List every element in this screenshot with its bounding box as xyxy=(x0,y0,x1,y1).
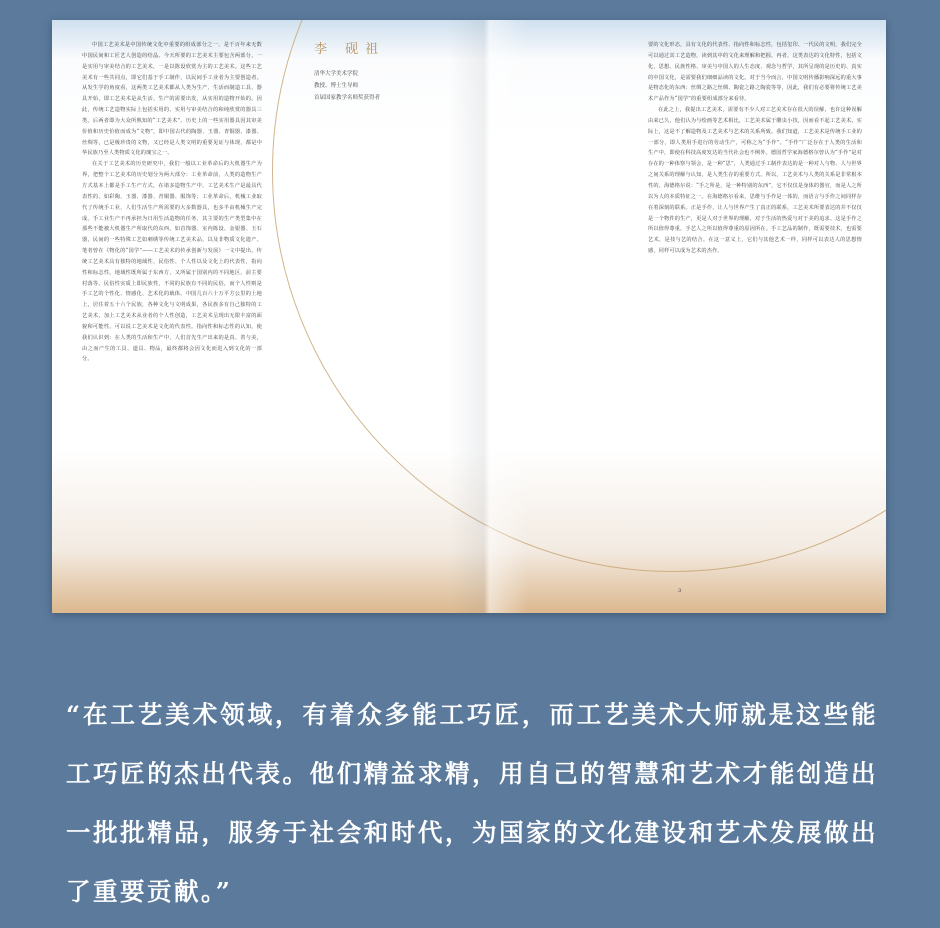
right-page-text xyxy=(648,40,862,257)
left-paragraph-1: 中国工艺美术是中国传统文化中重要的组成部分之一，是千百年来无数中国民间和工匠艺人创造的结晶。今天所要的工艺美术主要包含两部分，一是实用与审美结合的工艺美术，一是以陈设欣赏为主的工艺美术。这些工艺美术有一些共同点，即它们基于手工制作，以民间手工业者为主要创造者。从发生学的角度看，这两类工艺美术都从人类为生产、生活而制造工具、器具开始，即工艺美术是从生活、生产的需要出发，从实用的造物开始的。因此，传统工艺造物实际上包括实用的、实用与审美结合的和纯欣赏的器具三类。后两者即为大众所熟知的“工艺美术”。历史上的一些实用器具因其审美价值和历史价值而成为“文物”，即中国古代的陶器、玉器、青铜器、漆器、丝绸等，已是极珍贵的文物，又已经是人类文明的重要见证与体现，都是中华民族乃至人类物质文化的瑰宝之一。 xyxy=(82,42,262,157)
author-name: 李 砚祖 xyxy=(314,42,386,57)
author-credentials xyxy=(314,68,380,104)
book-spine xyxy=(448,20,528,613)
page-number: 3 xyxy=(678,588,682,594)
left-page-text xyxy=(82,40,262,365)
book-photo xyxy=(52,20,886,613)
author-line-1: 清华大学美术学院 xyxy=(314,71,359,77)
left-paragraph-2: 在关于工艺美术的历史研究中，我们一般以工业革命后的大机器生产为界，把整个工艺美术的历史划分为两大部分：工业革命前，人类的造物生产方式基本上都是手工生产方式，在诸多造物生产中，工艺美术生产是最具代表性的，如彩陶、玉器、漆器、青铜器、服饰等；工业革命后，机械工业取代了传统手工业，人们生活生产所需要的大多数器具，也多半由机械生产完成。手工业生产不再承担为日用生活造物的任务，其主要的生产类型集中在那些不能被大机器生产所取代的东西，如首饰器、室内陈设、金银器、玉石器，民间的一些特殊工艺如刺绣等传统工艺美术品，以及非物质文化遗产。笔者曾在《物化的“国学”——工艺美术的传承创新与发展》一文中提出，传统工艺美术具有独特的地域性、民俗性、个人性以及文化上的代表性，指向性和标志性。地域性既所属于东西方，又所属于国别内的不同地区，前主要村落等。民俗性实质上即民族性，不同的民族有不同的民俗，而个人性则是手工艺的个性化、情感化、艺术化的载体。中国几百六十万平方公里的土地上，居住着五十六个民族，各种文化与文明成果，各民族多有自己独特的工艺美术，加上工艺美术从业者的个人性创造，工艺美术呈现出无限丰富的面貌和可能性。可以说工艺美术是文化的代表性。指向性和标志性的认知，使我们认识到：在人类的生活和生产中，人们首先生产出来的是真、善与美，由之而产生的工具、道具、物品，最终都将会因文化而进入到文化的一部分。 xyxy=(82,161,262,363)
author-line-2: 教授、博士生导师 xyxy=(314,83,359,89)
right-paragraph-1: 要的文化形态，具有文化的代表性、指向性和标志性，包括玺印、一代民的文明，我们完全可以通过其工艺造物，读到其中的文化来理解和把握。再者，这类表达的文化特性，包括文化、思想、民族性格、审美与中国人的人生态度、观念与哲学，其所呈现的是历史的、真实的中国文化，是需要我们细细品读的文化。对于当今而言，中国文明传播影响深远的重大事是物态化的东西：丝绸之路之丝绸、陶瓷之路之陶瓷等等，因此，我们有必要将传统工艺美术产品作为“国学”的重要组成部分来看待。 xyxy=(648,42,862,103)
right-paragraph-2: 在此之上，我提出工艺美术，需要有不少人对工艺美术存在很大的误解，也许这种误解由来已久，他们认为与绘画等艺术相比，工艺美术属于雕虫小技，因而看不起工艺美术。实际上，这是不了解造物及工艺美术与艺术的关系所致。我们知道，工艺美术是传统手工业的一部分，即人类用手进行的劳动生产，可称之为“手作”。“手作”广泛存在于人类的生活和生产中，即使在科技高度发达的当代社会也不例外。德国哲学家海德格尔曾认为“手作”是对存在的一种体察与领会，是一种“思”，人类通过手工制作表达的是一种对人与物、人与世界之间关系的理解与认知，是人类生存的重要方式。所以，工艺美术与人类的关系是非常根本性的。海德格尔说：“手之所是，是一种特别的东西”，它不仅仅是身体的器官，而是人之所以为人的本质特征之一。在海德格尔看来，思维与手作是一体的，而语言与手作之间同样存在着深刻的联系。正是手作，让人与世界产生了真正的联系，工艺美术所要表达的并不仅仅是一个物件的生产，更是人对于世界的理解，对于生活的热爱与对于美的追求。这是手作之所以值得尊重，手艺人之所以值得尊重的原因所在。手工艺品的制作，既需要技术，也需要艺术，是技与艺的结合。在这一意义上，它们与其他艺术一样，同样可以表达人的思想情感，同样可以成为艺术的杰作。 xyxy=(648,107,862,255)
pull-quote: “在工艺美术领域，有着众多能工巧匠，而工艺美术大师就是这些能工巧匠的杰出代表。他们精益求精，用自己的智慧和艺术才能创造出一批批精品，服务于社会和时代，为国家的文化建设和艺术发展做出了重要贡献。” xyxy=(66,700,878,906)
author-line-3: 首届国家教学名师奖获得者 xyxy=(314,95,381,101)
